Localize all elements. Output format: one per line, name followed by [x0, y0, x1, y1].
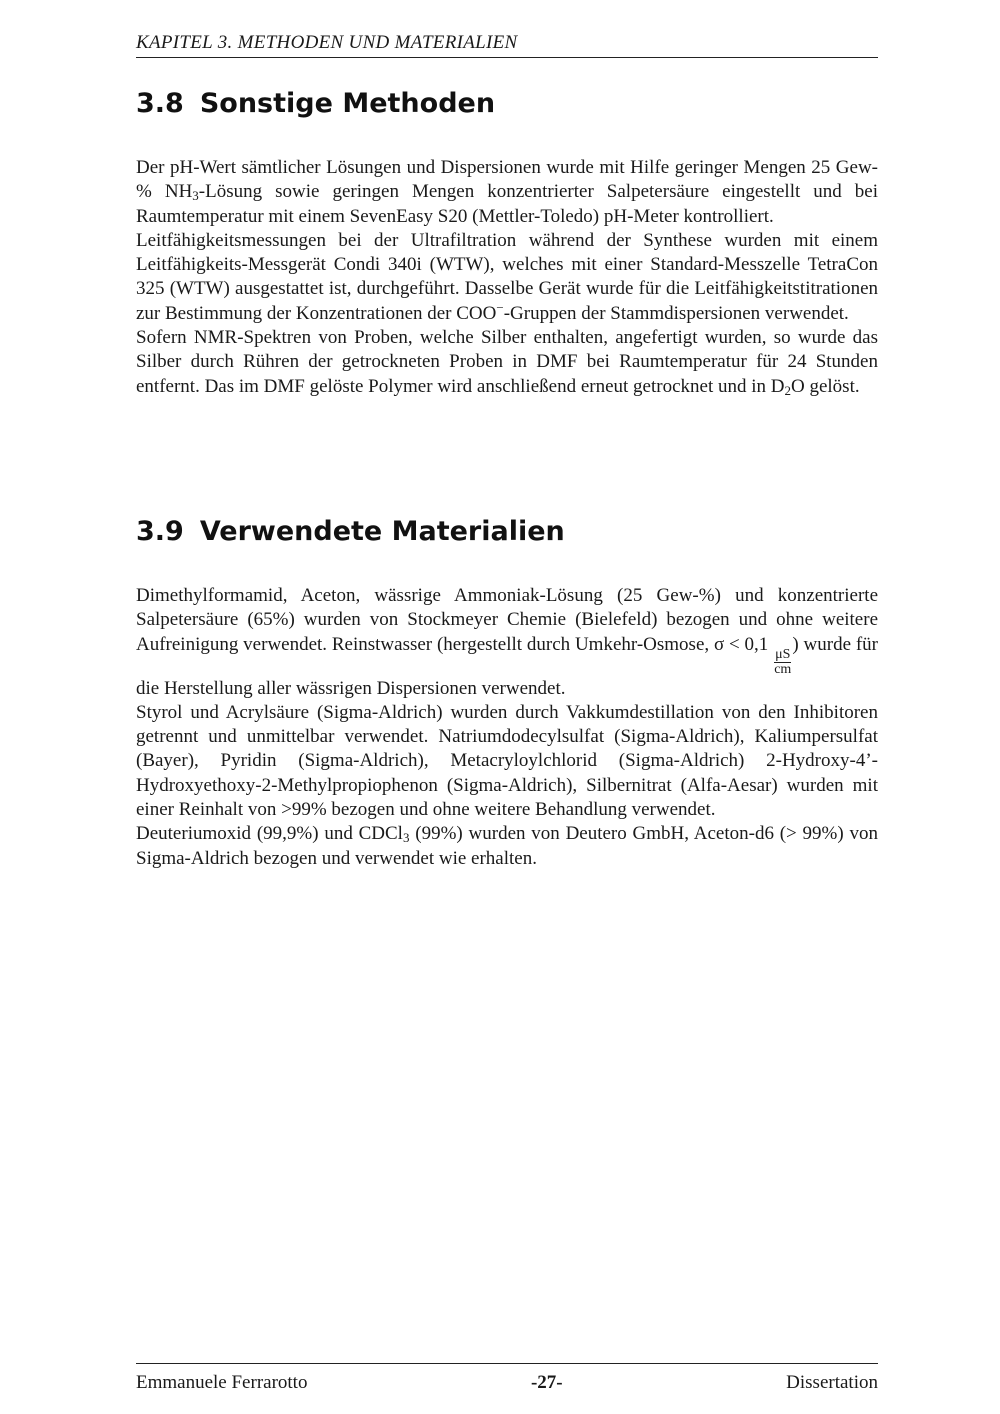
section-3-8	[136, 88, 878, 399]
text-run: Deuteriumoxid (99,9%) und CDCl	[136, 823, 403, 845]
fraction-denominator: cm	[774, 661, 792, 677]
text-run: Leitfähigkeitsmessungen bei der Ultrafiltration während der Synthese wurden mit einem Leitfähigkeits-Messgerät Condi 340i (WTW), welches mit einer Standard-Messzelle TetraCon 325 (WTW) ausgestattet ist, durchgeführt. Dasselbe Gerät wurde für die Leitfähigkeitstitrationen zur Bestimmung der Konzentrationen der COO	[136, 229, 878, 324]
text-run: -Gruppen der Stammdispersionen verwendet.	[503, 302, 849, 324]
section-3-9	[136, 516, 878, 871]
subscript: 2	[784, 382, 791, 398]
running-header	[136, 32, 878, 58]
text-run: -Lösung sowie geringen Mengen konzentrierter Salpetersäure eingestellt und bei Raumtemperatur mit einem SevenEasy S20 (Mettler-Toledo) pH-Meter kontrolliert.	[136, 181, 878, 227]
footer-doc-type: Dissertation	[786, 1372, 878, 1393]
subscript: 3	[402, 830, 410, 846]
fraction	[774, 648, 791, 677]
paragraph	[136, 156, 878, 229]
subscript: 3	[192, 188, 199, 204]
page-footer	[136, 1363, 878, 1394]
section-number: 3.9	[136, 516, 184, 547]
text-run: Dimethylformamid, Aceton, wässrige Ammoniak-Lösung (25 Gew-%) und konzentrierte Salpetersäure (65%) wurden von Stockmeyer Chemie (Bielefeld) bezogen und ohne weitere Aufreinigung verwendet. Reinstwasser (hergestellt durch Umkehr-Osmose, σ < 0,1	[136, 585, 878, 655]
paragraph	[136, 822, 878, 871]
section-heading	[136, 516, 878, 547]
text-run: Sofern NMR-Spektren von Proben, welche Silber enthalten, angefertigt wurden, so wurde das Silber durch Rühren der getrockneten Proben in DMF bei Raumtemperatur für 24 Stunden entfernt. Das im DMF gelöste Polymer wird anschließend erneut getrocknet und in D	[136, 327, 878, 397]
paragraph: Styrol und Acrylsäure (Sigma-Aldrich) wurden durch Vakkumdestillation von den Inhibitoren getrennt und unmittelbar verwendet. Natriumdodecylsulfat (Sigma-Aldrich), Kaliumpersulfat (Bayer), Pyridin (Sigma-Aldrich), Metacryloylchlorid (Sigma-Aldrich) 2-Hydroxy-4’-Hydroxyethoxy-2-Methylpropiophenon (Sigma-Aldrich), Silbernitrat (Alfa-Aesar) wurden mit einer Reinhalt von >99% bezogen und ohne weitere Behandlung verwendet.	[136, 701, 878, 821]
paragraph	[136, 229, 878, 326]
running-title: KAPITEL 3. METHODEN UND MATERIALIEN	[136, 32, 518, 53]
section-title: Verwendete Materialien	[199, 516, 565, 547]
superscript: −	[496, 299, 504, 315]
paragraph	[136, 584, 878, 701]
fraction-numerator: μS	[775, 646, 791, 662]
text-run: ) wurde für die Herstellung aller wässrigen Dispersionen verwendet.	[136, 633, 878, 699]
footer-author: Emmanuele Ferrarotto	[136, 1372, 308, 1393]
text-run: Der pH-Wert sämtlicher Lösungen und Dispersionen wurde mit Hilfe geringer Mengen 25 Gew-% NH	[136, 157, 878, 203]
paragraph	[136, 326, 878, 399]
section-number: 3.8	[136, 88, 184, 119]
page-number: -27-	[530, 1372, 563, 1393]
section-heading	[136, 88, 878, 119]
text-run: (99%) wurden von Deutero GmbH, Aceton-d6 (> 99%) von Sigma-Aldrich bezogen und verwendet wie erhalten.	[136, 823, 878, 869]
section-title: Sonstige Methoden	[199, 88, 496, 119]
text-run: O gelöst.	[791, 375, 860, 397]
